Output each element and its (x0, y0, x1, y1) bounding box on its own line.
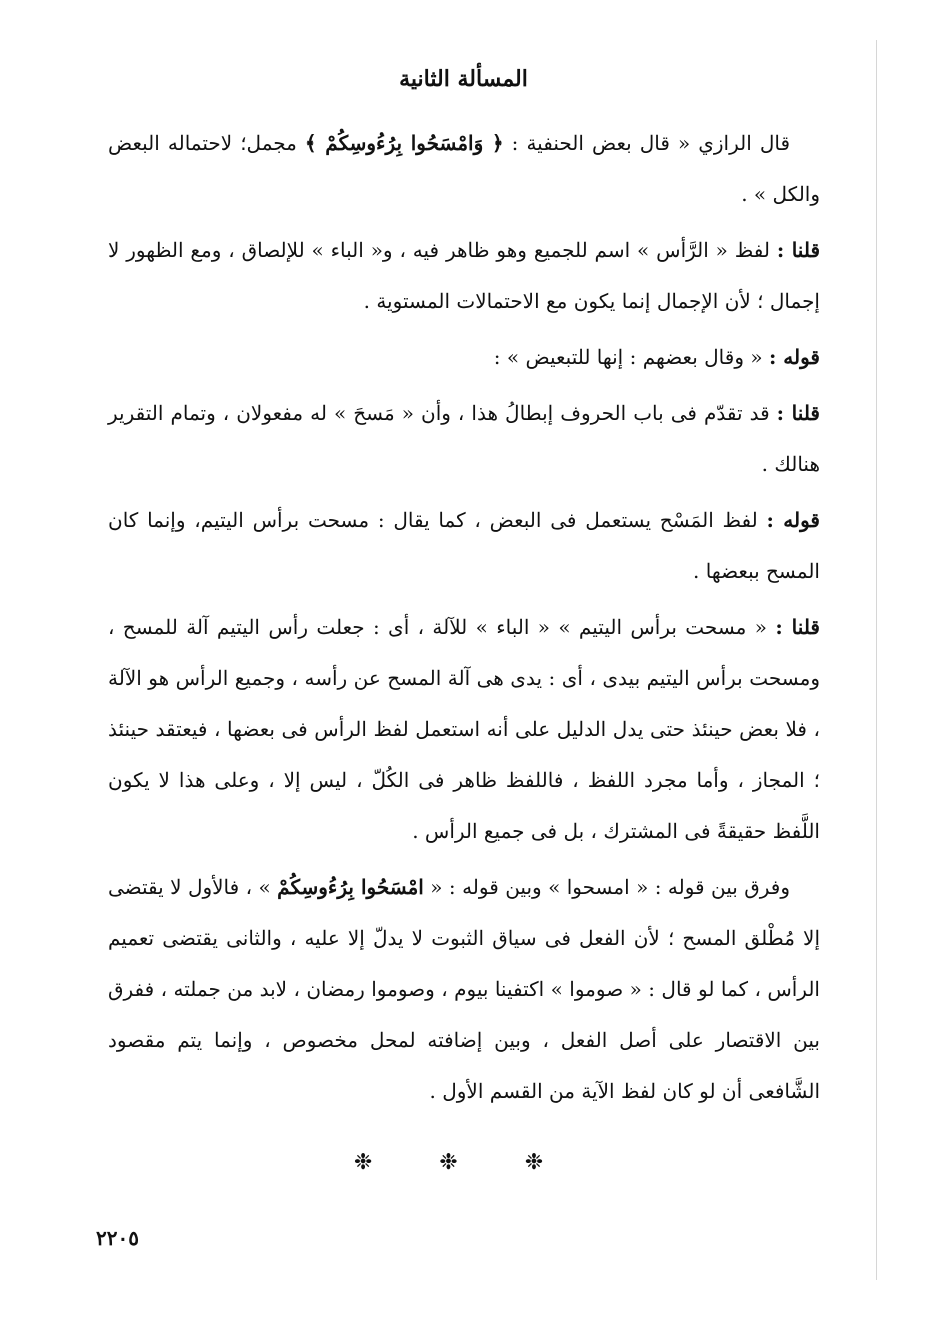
body-text (108, 118, 820, 1122)
quran-verse: ﴿ وَامْسَحُوا بِرُءُوسِكُمْ ﴾ (304, 131, 504, 155)
section-separator-stars: ❉ ❉ ❉ (353, 1150, 574, 1175)
quran-verse: امْسَحُوا بِرُءُوسِكُمْ (277, 875, 424, 899)
section-heading: المسألة الثانية (399, 66, 528, 92)
paragraph-text: « وقال بعضهم : إنها للتبعيض » : (493, 345, 769, 369)
paragraph-text: لفظ « الرَّأس » اسم للجميع وهو ظاهر فيه ، و« الباء » للإلصاق ، ومع الظهور لا إجمال ؛ لأن الإجمال إنما يكون مع الاحتمالات المستوية . (108, 238, 820, 313)
paragraph-lead: قوله : (766, 508, 820, 532)
paragraph-text: لفظ المَسْح يستعمل فى البعض ، كما يقال : مسحت برأس اليتيم، وإنما كان المسح ببعضها . (108, 508, 820, 583)
paragraph-4 (108, 388, 820, 490)
paragraph-lead: قوله : (768, 345, 820, 369)
paragraph-lead: قلنا : (776, 401, 820, 425)
paragraph-text: » ، فالأول لا يقتضى إلا مُطْلق المسح ؛ لأن الفعل فى سياق الثبوت لا يدلّ إلا عليه ، والثانى يقتضى تعميم الرأس ، كما لو قال : « صوموا » اكتفينا بيوم ، وصوموا رمضان ، لابد من جملته ، ففرق بين الاقتصار على أصل الفعل ، وبين إضافته لمحل مخصوص ، وإنما يتم مقصود الشَّافعى أن لو كان لفظ الآية من القسم الأول . (108, 875, 820, 1103)
paragraph-lead: قلنا : (775, 615, 820, 639)
page-edge-line (876, 40, 877, 1280)
paragraph-text: « مسحت برأس اليتيم » « الباء » للآلة ، أى : جعلت رأس اليتيم آلة للمسح ، ومسحت برأس اليتيم بيدى ، أى : يدى هى آلة المسح عن رأسه ، وجميع الرأس هو الآلة ، فلا بعض حينئذ حتى يدل الدليل على أنه استعمل لفظ الرأس فى بعضها ، فيعتقد حينئذ ؛ المجاز ، وأما مجرد اللفظ ، فاللفظ ظاهر فى الكُلّ ، ليس إلا ، وعلى هذا لا يكون اللَّفظ حقيقةً فى المشترك ، بل فى جميع الرأس . (108, 615, 820, 843)
page-number: ٢٢٠٥ (96, 1226, 139, 1250)
paragraph-6 (108, 602, 820, 857)
paragraph-lead: قلنا : (776, 238, 821, 262)
paragraph-3 (108, 332, 820, 383)
paragraph-text: قد تقدّم فى باب الحروف إبطالُ هذا ، وأن « مَسحَ » له مفعولان ، وتمام التقرير هنالك . (108, 401, 820, 476)
paragraph-text: وفرق بين قوله : « امسحوا » وبين قوله : « (423, 875, 791, 899)
paragraph-5 (108, 495, 820, 597)
paragraph-2 (108, 225, 820, 327)
paragraph-1 (108, 118, 820, 220)
paragraph-text: مجمل؛ لاحتماله البعض والكل » . (108, 131, 820, 206)
paragraph-7 (108, 862, 820, 1117)
paragraph-text: قال الرازي « قال بعض الحنفية : (503, 131, 791, 155)
